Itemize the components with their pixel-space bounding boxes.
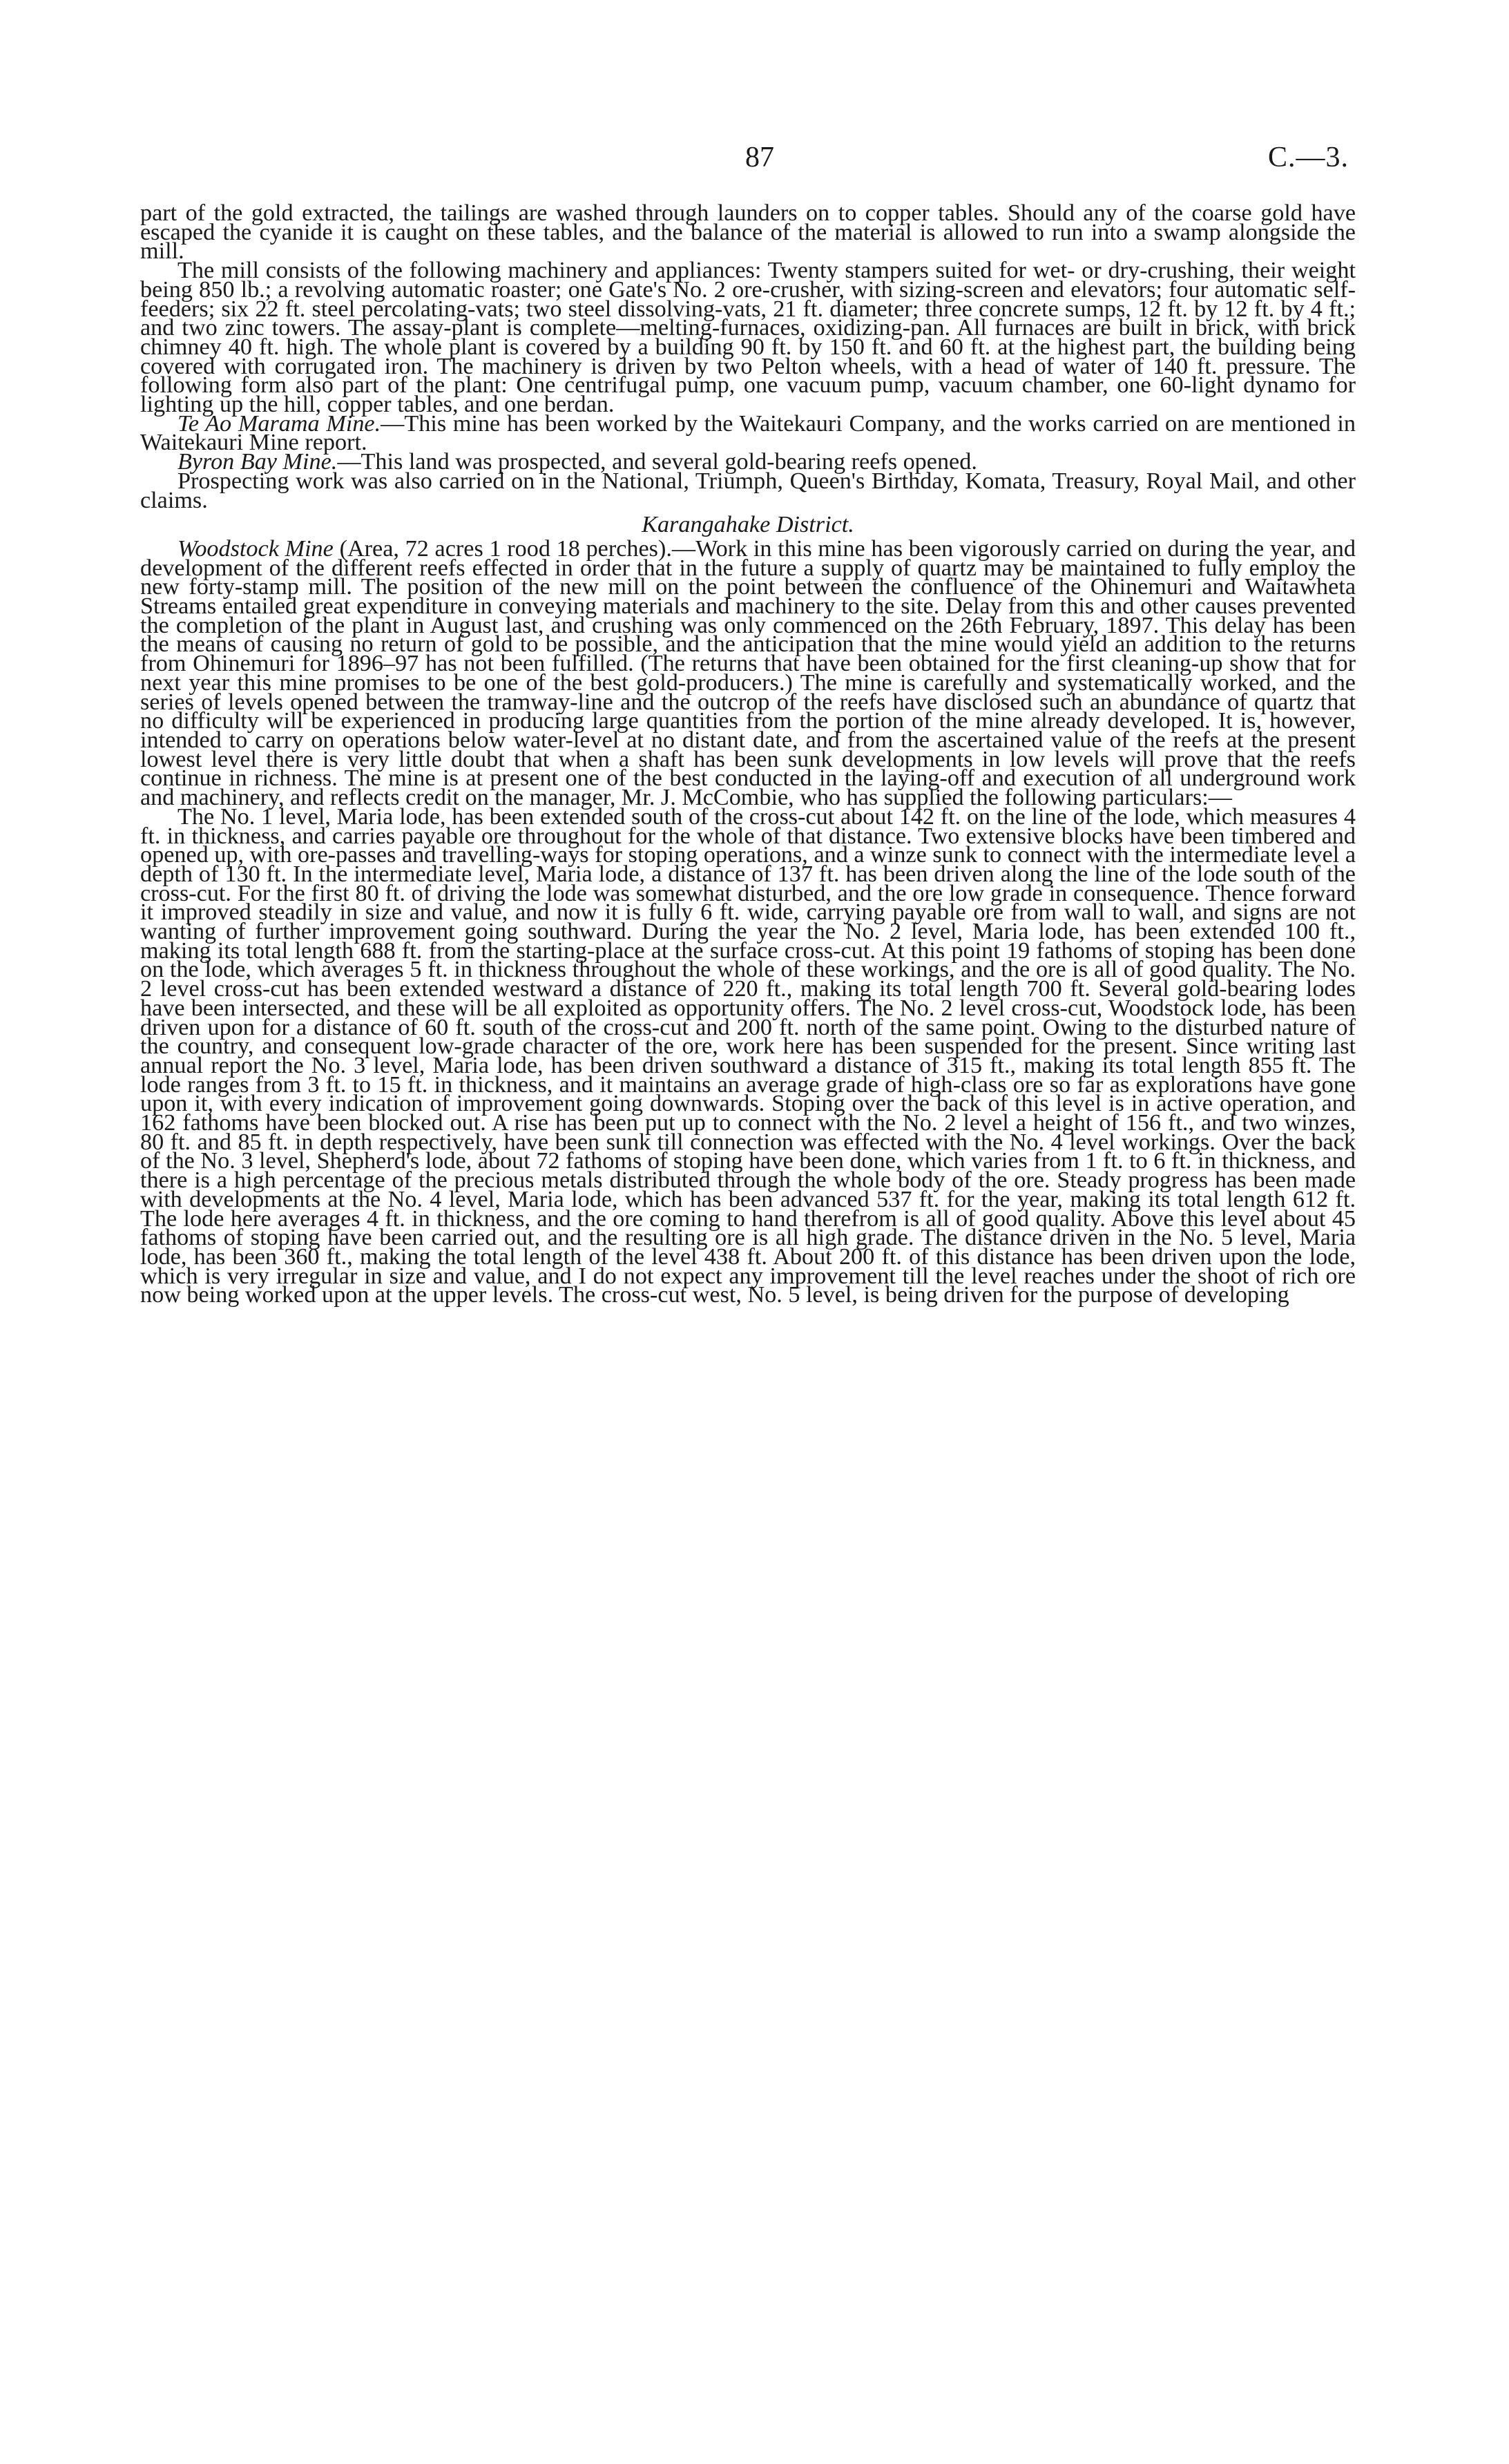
paragraph-woodstock-text: (Area, 72 acres 1 rood 18 perches).—Work in this mine has been vigorously carried on during the year, and development of the different reefs effected in order that in the future a supply of quartz may be maintained to fully employ the new forty-stamp mill. The position of the new mill on the point between the confluence of the Ohinemuri and Waitawheta Streams entailed great expenditure in conveying materials and machinery to the site. Delay from this and other causes prevented the completion of the plant in August last, and crushing was only commenced on the 26th February, 1897. This delay has been the means of causing no return of gold to be possible, and the anticipation that the mine would yield an addition to the returns from Ohinemuri for 1896–97 has not been fulfilled. (The returns that have been obtained for the first cleaning-up show that for next year this mine promises to be one of the best gold-producers.) The mine is carefully and systematically worked, and the series of levels opened between the tramway-line and the outcrop of the reefs have disclosed such an abundance of quartz that no difficulty will be experienced in producing large quantities from the portion of the mine already developed. It is, however, intended to carry on operations below water-level at no distant date, and from the ascertained value of the reefs at the present lowest level there is very little doubt that when a shaft has been sunk developments in low levels will prove that the reefs continue in richness. The mine is at present one of the best conducted in the laying-off and execution of all underground work and machinery, and reflects credit on the manager, Mr. J. McCombie, who has supplied the following particulars:— bbox=[140, 535, 1356, 811]
paragraph-te-ao-marama-text: —This mine has been worked by the Waitekauri Company, and the works carried on are mentioned in Waitekauri Mine report. bbox=[140, 410, 1356, 456]
paragraph-prospecting: Prospecting work was also carried on in the National, Triumph, Queen's Birthday, Komata, Treasury, Royal Mail, and other claims. bbox=[140, 468, 1356, 513]
body-text bbox=[140, 200, 1356, 1308]
mine-title-woodstock: Woodstock Mine bbox=[177, 535, 334, 562]
paragraph-levels: The No. 1 level, Maria lode, has been extended south of the cross-cut about 142 ft. on the line of the lode, which measures 4 ft. in thickness, and carries payable ore throughout for the whole of that distance. Two extensive blocks have been timbered and opened up, with ore-passes and travelling-ways for stoping operations, and a winze sunk to connect with the intermediate level a depth of 130 ft. In the intermediate level, Maria lode, a distance of 137 ft. has been driven along the line of the lode south of the cross-cut. For the first 80 ft. of driving the lode was somewhat disturbed, and the ore low grade in consequence. Thence forward it improved steadily in size and value, and now it is fully 6 ft. wide, carrying payable ore from wall to wall, and signs are not wanting of further improvement going southward. During the year the No. 2 level, Maria lode, has been extended 100 ft., making its total length 688 ft. from the starting-place at the surface cross-cut. At this point 19 fathoms of stoping has been done on the lode, which averages 5 ft. in thickness throughout the whole of these workings, and the ore is all of good quality. The No. 2 level cross-cut has been extended westward a distance of 220 ft., making its total length 700 ft. Several gold-bearing lodes have been intersected, and these will be all exploited as opportunity offers. The No. 2 level cross-cut, Woodstock lode, has been driven upon for a distance of 60 ft. south of the cross-cut and 200 ft. north of the same point. Owing to the disturbed nature of the country, and consequent low-grade character of the ore, work here has been suspended for the present. Since writing last annual report the No. 3 level, Maria lode, has been driven southward a distance of 315 ft., making its total length 855 ft. The lode ranges from 3 ft. to 15 ft. in thickness, and it maintains an average grade of high-class ore so far as explorations have gone upon it, with every indication of improvement going downwards. Stoping over the back of this level is in active operation, and 162 fathoms have been blocked out. A rise has been put up to connect with the No. 2 level a height of 156 ft., and two winzes, 80 ft. and 85 ft. in depth respectively, have been sunk till connection was effected with the No. 4 level workings. Over the back of the No. 3 level, Shepherd's lode, about 72 fathoms of stoping have been done, which varies from 1 ft. to 6 ft. in thickness, and there is a high percentage of the precious metals distributed through the whole body of the ore. Steady progress has been made with developments at the No. 4 level, Maria lode, which has been advanced 537 ft. for the year, making its total length 612 ft. The lode here averages 4 ft. in thickness, and the ore coming to hand therefrom is all of good quality. Above this level about 45 fathoms of stoping have been carried out, and the resulting ore is all high grade. The distance driven in the No. 5 level, Maria lode, has been 360 ft., making the total length of the level 438 ft. About 200 ft. of this distance has been driven upon the lode, which is very irregular in size and value, and I do not expect any improvement till the level reaches under the shoot of rich ore now being worked upon at the upper levels. The cross-cut west, No. 5 level, is being driven for the purpose of developing bbox=[140, 803, 1356, 1308]
paragraph-woodstock bbox=[140, 535, 1356, 811]
paragraph-te-ao-marama bbox=[140, 410, 1356, 456]
mine-title-te-ao-marama: Te Ao Marama Mine. bbox=[177, 410, 381, 437]
paragraph-mill-machinery: The mill consists of the following machinery and appliances: Twenty stampers suited for wet- or dry-crushing, their weight being 850 lb.; a revolving automatic roaster; one Gate's No. 2 ore-crusher, with sizing-screen and elevators; four automatic self-feeders; six 22 ft. steel percolating-vats; two steel dissolving-vats, 21 ft. diameter; three concrete sumps, 12 ft. by 12 ft. by 4 ft.; and two zinc towers. The assay-plant is complete—melting-furnaces, oxidizing-pan. All furnaces are built in brick, with brick chimney 40 ft. high. The whole plant is covered by a building 90 ft. by 150 ft. and 60 ft. at the highest part, the building being covered with corrugated iron. The machinery is driven by two Pelton wheels, with a head of water of 140 ft. pressure. The following form also part of the plant: One centrifugal pump, one vacuum pump, vacuum chamber, one 60-light dynamo for lighting up the hill, copper tables, and one berdan. bbox=[140, 258, 1356, 418]
mine-title-byron-bay: Byron Bay Mine. bbox=[177, 449, 338, 475]
paragraph-tailings: part of the gold extracted, the tailings are washed through launders on to copper tables. Should any of the coarse gold have escaped the cyanide it is caught on these tables, and the balance of the material is allowed to run into a swamp alongside the mill. bbox=[140, 200, 1356, 265]
section-heading: Karangahake District. bbox=[642, 512, 854, 538]
paragraph-byron-bay-text: —This land was prospected, and several gold-bearing reefs opened. bbox=[337, 449, 977, 475]
document-code: C.—3. bbox=[1267, 142, 1349, 173]
page-number: 87 bbox=[745, 142, 774, 173]
